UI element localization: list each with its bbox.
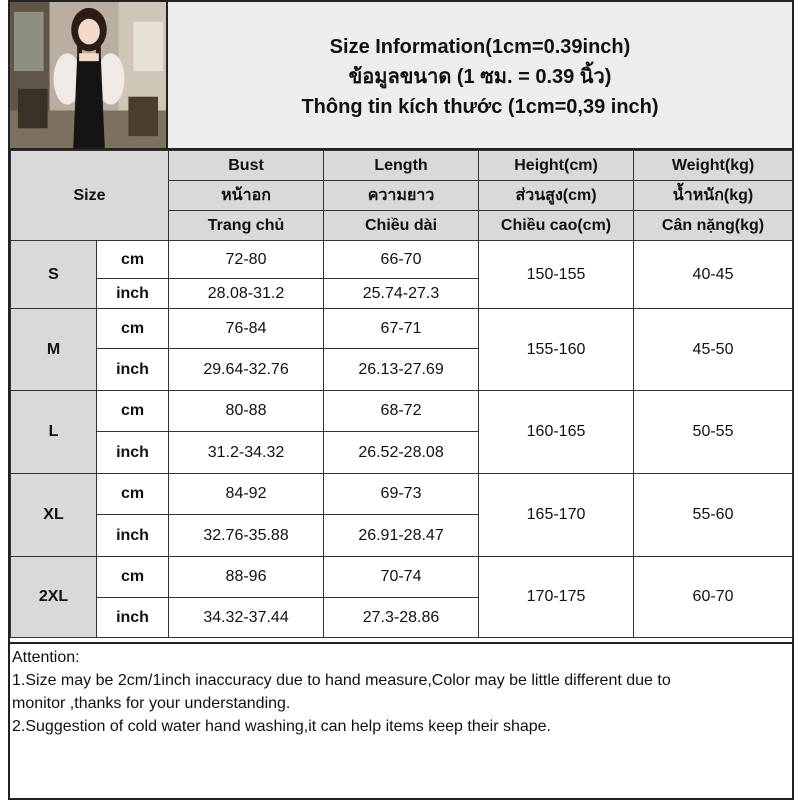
unit-cm: cm: [97, 474, 169, 515]
unit-cm: cm: [97, 309, 169, 349]
height-range: 155-160: [479, 309, 634, 391]
table-row: [11, 557, 793, 598]
length-header-th: ความยาว: [324, 181, 479, 211]
bust-cm: 80-88: [169, 391, 324, 432]
weight-header-en: Weight(kg): [634, 151, 793, 181]
table-header-row: [11, 151, 793, 181]
weight-range: 50-55: [634, 391, 793, 474]
title-english: Size Information(1cm=0.39inch): [329, 36, 631, 58]
height-range: 165-170: [479, 474, 634, 557]
unit-cm: cm: [97, 241, 169, 279]
length-inch: 25.74-27.3: [324, 279, 479, 309]
bust-cm: 88-96: [169, 557, 324, 598]
unit-cm: cm: [97, 391, 169, 432]
table-row: [11, 391, 793, 432]
bust-inch: 34.32-37.44: [169, 598, 324, 638]
length-cm: 66-70: [324, 241, 479, 279]
weight-range: 55-60: [634, 474, 793, 557]
size-label: 2XL: [11, 557, 97, 638]
table-row: [11, 309, 793, 349]
weight-header-th: น้ำหนัก(kg): [634, 181, 793, 211]
bust-inch: 29.64-32.76: [169, 349, 324, 391]
note-1: 1.Size may be 2cm/1inch inaccuracy due to hand measure,Color may be little different due to: [12, 672, 671, 689]
height-range: 150-155: [479, 241, 634, 309]
length-inch: 27.3-28.86: [324, 598, 479, 638]
length-cm: 68-72: [324, 391, 479, 432]
height-range: 160-165: [479, 391, 634, 474]
title-vietnamese: Thông tin kích thước (1cm=0,39 inch): [301, 96, 659, 118]
model-photo-icon: [10, 2, 166, 148]
bust-cm: 72-80: [169, 241, 324, 279]
bust-inch: 31.2-34.32: [169, 432, 324, 474]
note-2: 2.Suggestion of cold water hand washing,it can help items keep their shape.: [12, 718, 551, 735]
table-row: [11, 241, 793, 279]
title-thai: ข้อมูลขนาด (1 ซม. = 0.39 นิ้ว): [348, 66, 612, 88]
height-header-en: Height(cm): [479, 151, 634, 181]
attention-notes: [10, 642, 792, 798]
bust-cm: 76-84: [169, 309, 324, 349]
length-header-vi: Chiều dài: [324, 211, 479, 241]
weight-range: 45-50: [634, 309, 793, 391]
bust-cm: 84-92: [169, 474, 324, 515]
note-1-continued: monitor ,thanks for your understanding.: [12, 695, 291, 712]
model-photo: [10, 2, 168, 150]
length-inch: 26.52-28.08: [324, 432, 479, 474]
weight-range: 60-70: [634, 557, 793, 638]
bust-inch: 32.76-35.88: [169, 515, 324, 557]
notes-heading: Attention:: [12, 649, 80, 666]
size-info-title: [168, 2, 792, 150]
length-inch: 26.91-28.47: [324, 515, 479, 557]
size-label: L: [11, 391, 97, 474]
length-cm: 70-74: [324, 557, 479, 598]
unit-inch: inch: [97, 349, 169, 391]
size-table: [10, 150, 793, 638]
table-row: [11, 474, 793, 515]
bust-inch: 28.08-31.2: [169, 279, 324, 309]
bust-header-en: Bust: [169, 151, 324, 181]
size-label: M: [11, 309, 97, 391]
size-column-header: Size: [11, 151, 169, 241]
length-cm: 67-71: [324, 309, 479, 349]
length-cm: 69-73: [324, 474, 479, 515]
unit-inch: inch: [97, 598, 169, 638]
bust-header-vi: Trang chủ: [169, 211, 324, 241]
unit-inch: inch: [97, 432, 169, 474]
unit-inch: inch: [97, 279, 169, 309]
bust-header-th: หน้าอก: [169, 181, 324, 211]
height-header-th: ส่วนสูง(cm): [479, 181, 634, 211]
unit-cm: cm: [97, 557, 169, 598]
length-header-en: Length: [324, 151, 479, 181]
unit-inch: inch: [97, 515, 169, 557]
weight-header-vi: Cân nặng(kg): [634, 211, 793, 241]
length-inch: 26.13-27.69: [324, 349, 479, 391]
height-header-vi: Chiều cao(cm): [479, 211, 634, 241]
weight-range: 40-45: [634, 241, 793, 309]
height-range: 170-175: [479, 557, 634, 638]
size-label: S: [11, 241, 97, 309]
size-label: XL: [11, 474, 97, 557]
